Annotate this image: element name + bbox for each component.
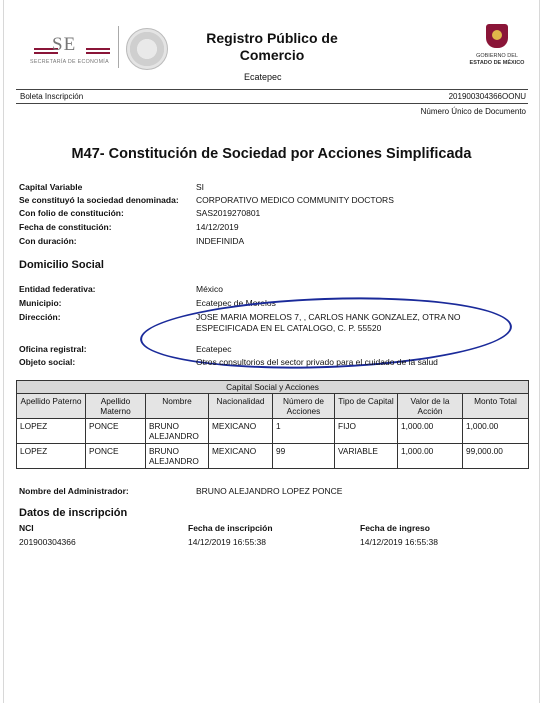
numero-unico-label: Número Único de Documento	[420, 107, 526, 116]
fecha-ingreso-label: Fecha de ingreso	[360, 523, 430, 533]
registry-title: Registro Público de Comercio	[206, 30, 338, 63]
objeto-value: Otros consultorios del sector privado para el cuidado de la salud	[196, 357, 438, 367]
table-cell: 1,000.00	[463, 419, 529, 444]
fecha-ingreso-value: 14/12/2019 16:55:38	[360, 537, 438, 547]
table-cell: PONCE	[86, 419, 146, 444]
info-label: Capital Variable	[19, 182, 83, 192]
table-cell: 1	[273, 419, 335, 444]
table-cell: VARIABLE	[335, 444, 398, 469]
column-header: Tipo de Capital	[335, 394, 398, 419]
column-header: Apellido Materno	[86, 394, 146, 419]
info-value: SI	[196, 182, 205, 192]
inscripcion-heading: Datos de inscripción	[19, 507, 128, 519]
info-value: SAS2019270801	[196, 208, 261, 218]
table-cell: LOPEZ	[17, 419, 86, 444]
table-cell: MEXICANO	[209, 419, 273, 444]
edomex-line1: GOBIERNO DEL	[476, 53, 518, 59]
direccion-line1: JOSE MARIA MORELOS 7, , CARLOS HANK GONZALEZ, OTRA NO	[196, 312, 461, 322]
table-cell: 99	[273, 444, 335, 469]
se-logo	[30, 28, 110, 68]
header-rule-top	[16, 89, 528, 90]
document-title: M47- Constitución de Sociedad por Acciones Simplificada	[71, 146, 472, 162]
entidad-label: Entidad federativa:	[19, 284, 96, 294]
direccion-label: Dirección:	[19, 312, 61, 322]
table-cell: 99,000.00	[463, 444, 529, 469]
table-cell: BRUNO ALEJANDRO	[146, 419, 209, 444]
fecha-inscripcion-label: Fecha de inscripción	[188, 523, 273, 533]
entidad-value: México	[196, 284, 223, 294]
boleta-number: 201900304366OONU	[448, 92, 526, 101]
capital-table-title: Capital Social y Acciones	[17, 381, 529, 394]
table-cell: 1,000.00	[398, 444, 463, 469]
table-row	[17, 419, 529, 444]
boleta-label: Boleta Inscripción	[20, 92, 84, 101]
table-cell: FIJO	[335, 419, 398, 444]
fecha-inscripcion-value: 14/12/2019 16:55:38	[188, 537, 266, 547]
column-header: Nacionalidad	[209, 394, 273, 419]
objeto-label: Objeto social:	[19, 357, 76, 367]
info-value: CORPORATIVO MEDICO COMMUNITY DOCTORS	[196, 195, 394, 205]
capital-table	[16, 380, 529, 469]
municipio-value: Ecatepec de Morelos	[196, 298, 276, 308]
edomex-line2: ESTADO DE MÉXICO	[469, 60, 525, 66]
oficina-value: Ecatepec	[196, 344, 232, 354]
se-logo-text: SE	[52, 34, 77, 55]
info-label: Con folio de constitución:	[19, 208, 124, 218]
info-label: Se constituyó la sociedad denominada:	[19, 195, 179, 205]
table-cell: BRUNO ALEJANDRO	[146, 444, 209, 469]
table-cell: PONCE	[86, 444, 146, 469]
column-header: Apellido Paterno	[17, 394, 86, 419]
table-row	[17, 444, 529, 469]
administrador-value: BRUNO ALEJANDRO LOPEZ PONCE	[196, 486, 343, 496]
mexico-seal-icon	[126, 28, 168, 70]
column-header: Monto Total	[463, 394, 529, 419]
column-header: Valor de la Acción	[398, 394, 463, 419]
edomex-emblem-icon	[486, 24, 508, 48]
se-logo-subtitle: SECRETARÍA DE ECONOMÍA	[30, 59, 109, 65]
column-header: Nombre	[146, 394, 209, 419]
column-header: Número de Acciones	[273, 394, 335, 419]
capital-table-header-row	[17, 394, 529, 419]
logo-divider	[118, 26, 119, 68]
info-value: 14/12/2019	[196, 222, 239, 232]
nci-value: 201900304366	[19, 537, 76, 547]
municipio-label: Municipio:	[19, 298, 62, 308]
direccion-line2: ESPECIFICADA EN EL CATALOGO, C. P. 55520	[196, 323, 382, 333]
oficina-label: Oficina registral:	[19, 344, 87, 354]
header-rule-bottom	[16, 103, 528, 104]
administrador-label: Nombre del Administrador:	[19, 486, 129, 496]
domicilio-heading: Domicilio Social	[19, 259, 104, 271]
info-value: INDEFINIDA	[196, 236, 245, 246]
info-label: Con duración:	[19, 236, 77, 246]
registry-city: Ecatepec	[244, 72, 282, 82]
info-label: Fecha de constitución:	[19, 222, 112, 232]
edomex-logo	[466, 24, 528, 74]
table-cell: 1,000.00	[398, 419, 463, 444]
nci-label: NCI	[19, 523, 34, 533]
table-cell: LOPEZ	[17, 444, 86, 469]
table-cell: MEXICANO	[209, 444, 273, 469]
